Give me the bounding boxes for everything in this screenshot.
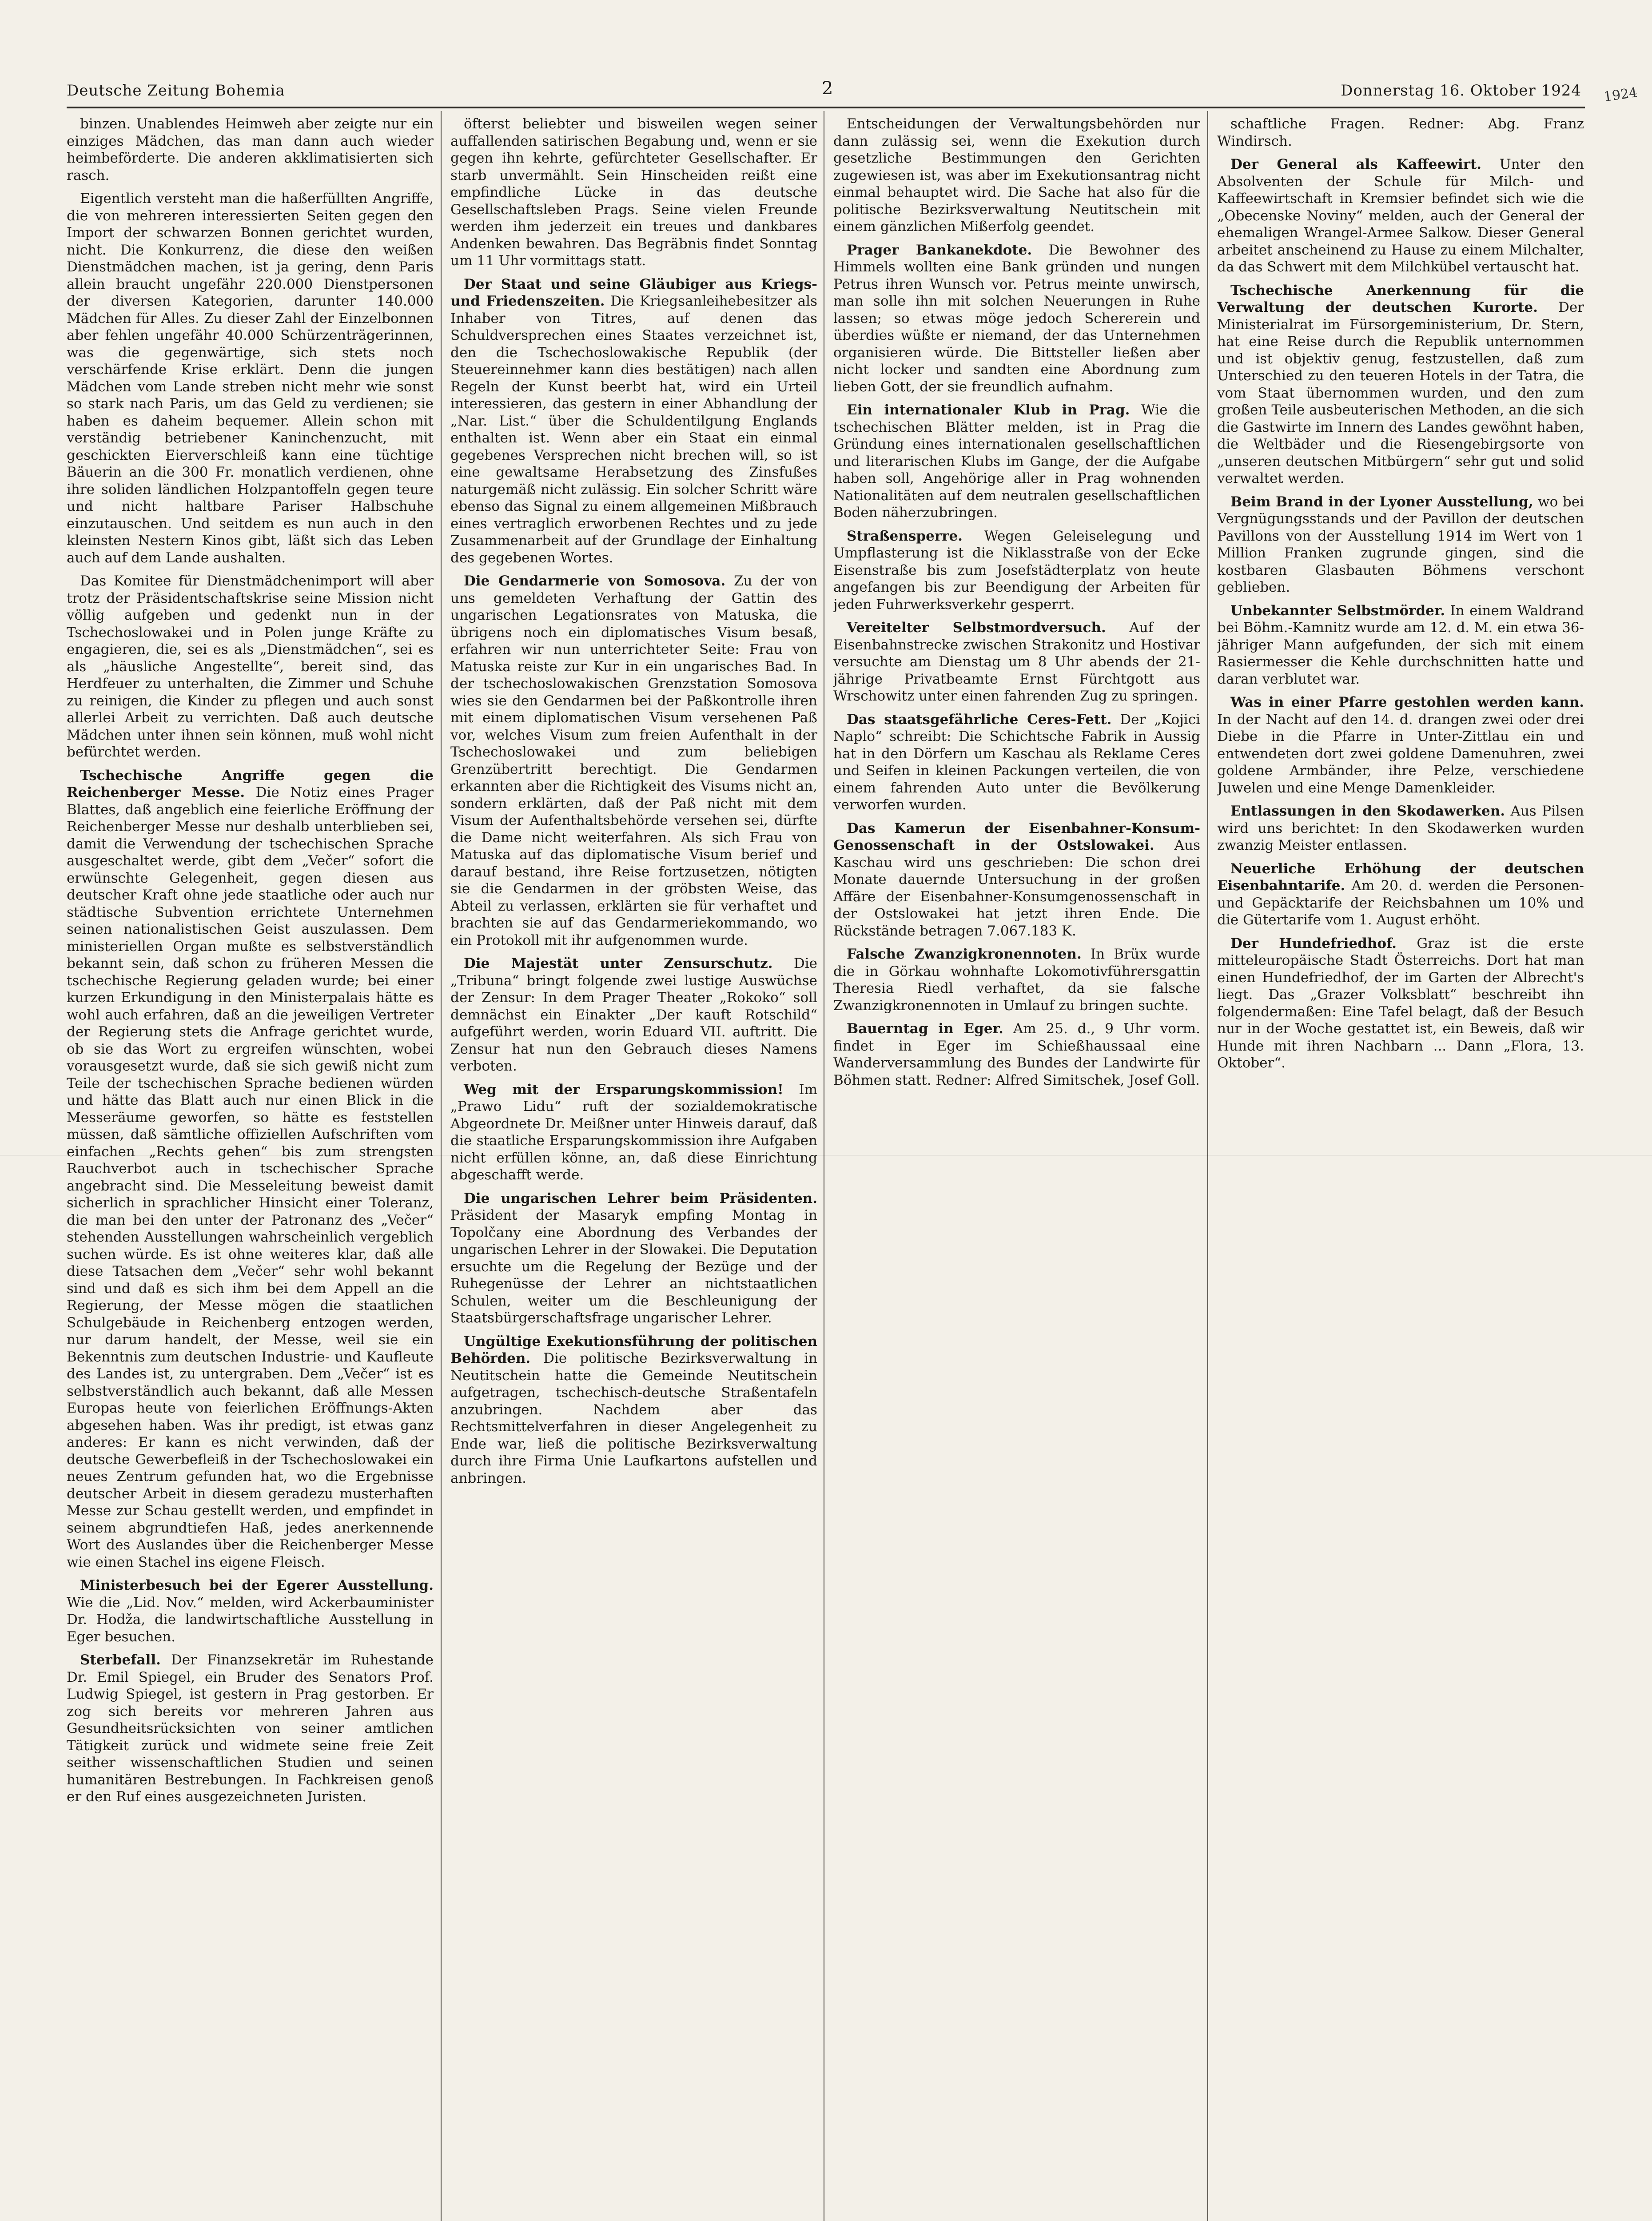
article-paragraph [1217,494,1584,596]
article-headline: Die Majestät unter Zensurschutz. [464,955,773,971]
article-headline: Straßensperre. [847,528,963,544]
article [1217,935,1584,1072]
article [833,619,1200,705]
article-paragraph [450,276,817,567]
article-headline: Was in einer Pfarre gestohlen werden kann. [1230,694,1584,710]
article-headline: Ministerbesuch bei der Egerer Ausstellung. [80,1577,434,1593]
article [833,711,1200,814]
article-headline: Sterbefall. [80,1652,161,1668]
column-divider [441,111,442,2221]
article [67,573,434,761]
masthead [67,78,1581,105]
article-body: Aus Pilsen wird uns berichtet: In den Skodawerken wurden zwanzig Meister entlassen. [1217,803,1584,853]
article [450,1190,817,1327]
article-body: Die Kriegsanleihebesitzer als Inhaber von Titres, auf denen das Schuldversprechen eines Staates verzeichnet ist, den die Tschechoslowakische Republik (der Steuereinnehmer kann dies bestätigen) nach allen Regeln der Kunst beerbt hat, wird ein Urteil interessieren, das gestern in einer Abhandlung der „Nar. List.“ über die Schuldentilgung Englands enthalten ist. Wenn aber ein Staat ein einmal gegebenes Versprechen nicht brechen will, so ist eine gewaltsame Herabsetzung des Zinsfußes naturgemäß nicht zulässig. Ein solcher Schritt wäre ebenso das Signal zu einem allgemeinen Mißbrauch eines vertraglich erworbenen Rechtes und zu jede Zusammenarbeit auf der Grundlage der Einhaltung des gegebenen Wortes. [450,293,817,566]
article-body: Präsident der Masaryk empfing Montag in Topolčany eine Abordnung des Verbandes der ungarischen Lehrer in der Slowakei. Die Deputation ersuchte um die Regelung der Bezüge und der Ruhegenüsse der Lehrer an nichtstaatlichen Schulen, weiter um die Beschleunigung der Staatsbürgerschaftsfrage ungarischer Lehrer. [450,1207,817,1326]
article-body: Wie die „Lid. Nov.“ melden, wird Ackerbauminister Dr. Hodža, die landwirtschaftliche Ausstellung in Eger besuchen. [67,1594,434,1645]
article-paragraph [1217,282,1584,487]
article-body: schaftliche Fragen. Redner: Abg. Franz Windirsch. [1217,116,1584,149]
article [1217,803,1584,854]
article [1217,602,1584,688]
article-body: Auf der Eisenbahnstrecke zwischen Strakonitz und Hostivar versuchte am Dienstag um 8 Uhr abends der 21-jährige Privatbeamte Ernst Fürchtgott aus Wrschowitz unter einen fahrenden Zug zu springen. [833,620,1200,704]
article-paragraph [833,946,1200,1014]
article-body: In einem Waldrand bei Böhm.-Kamnitz wurde am 12. d. M. ein etwa 36-jähriger Mann aufgefunden, der sich mit einem Rasiermesser die Kehle durchschnitten hatte und daran verblutet war. [1217,602,1584,687]
article-body: Der Finanzsekretär im Ruhestande Dr. Emil Spiegel, ein Bruder des Senators Prof. Ludwig Spiegel, ist gestern in Prag gestorben. Er zog sich bereits vor mehreren Jahren aus Gesundheitsrücksichten von seiner amtlichen Tätigkeit zurück und widmete seine freie Zeit seither wissenschaftlichen Studien und seinen humanitären Bestrebungen. In Fachkreisen genoß er den Ruf eines ausgezeichneten Juristen. [67,1652,434,1805]
article-paragraph [833,115,1200,235]
article-body: öfterst beliebter und bisweilen wegen seiner auffallenden satirischen Begabung und, wenn er sie gegen ihn kehrte, gefürchteter Gesellschafter. Er starb unvermählt. Sein Hinscheiden reißt eine empfindliche Lücke in das deutsche Gesellschaftsleben Prags. Seine vielen Freunde werden ihm jederzeit ein treues und dankbares Andenken bewahren. Das Begräbnis findet Sonntag um 11 Uhr vormittags statt. [450,116,817,269]
article-paragraph [450,1190,817,1327]
article-paragraph [450,115,817,270]
article-body: In der Nacht auf den 14. d. drangen zwei oder drei Diebe in die Pfarre in Unter-Zittlau ein und entwendeten dort zwei goldene Damenuhren, zwei goldene Armbänder, ihre Pelze, verschiedene Juwelen und eine Menge Damenkleider. [1217,711,1584,796]
article-body: Entscheidungen der Verwaltungsbehörden nur dann zulässig sei, wenn die Exekution durch gesetzliche Bestimmungen den Gerichten zugewiesen ist, was aber im Exekutionsantrag nicht einmal behauptet wird. Die Sache hat also für die politische Bezirksverwaltung Neutitschein mit einem gänzlichen Mißerfolg geendet. [833,116,1200,235]
article-headline: Prager Bankanekdote. [847,242,1032,258]
article-headline: Der Staat und seine Gläubiger aus Kriegs- und Friedenszeiten. [450,276,817,309]
article-body: Graz ist die erste mitteleuropäische Stadt Österreichs. Dort hat man einen Hundefriedhof, der im Garten der Albrecht's liegt. Das „Grazer Volksblatt“ beschreibt ihn folgendermaßen: Eine Tafel belagt, daß der Besuch nur in der Woche gestattet ist, ein Beweis, daß wir Hunde mit ihren Nachbarn ... Dann „Flora, 13. Oktober“. [1217,935,1584,1071]
article [833,242,1200,396]
article-body: binzen. Unablendes Heimweh aber zeigte nur ein einziges Mädchen, das man dann auch wieder heimbeförderte. Die anderen akklimatisierten sich rasch. [67,116,434,183]
article-paragraph [833,619,1200,705]
article-body: Die „Tribuna“ bringt folgende zwei lustige Auswüchse der Zensur: In dem Prager Theater „Rokoko“ soll demnächst ein Einakter „Der kauft Rotschild“ aufgeführt werden, worin Eduard VII. auftritt. Die Zensur hat nun den Gebrauch dieses Namens verboten. [450,955,817,1074]
article-paragraph [833,528,1200,613]
article-headline: Die Gendarmerie von Somosova. [464,573,726,589]
column-2 [450,115,817,2221]
column-4 [1217,115,1584,2221]
article-headline: Der General als Kaffeewirt. [1230,156,1482,172]
article [67,1577,434,1645]
article-paragraph [67,115,434,184]
article-body: Das Komitee für Dienstmädchenimport will aber trotz der Präsidentschaftskrise seine Mission nicht völlig aufgeben und gedenkt nun in der Tschechoslowakei und in Polen junge Kräfte zu engagieren, die, sei es als „Dienstmädchen“, sei es als „häusliche Angestellte“, bereit sind, das Herdfeuer zu unterhalten, die Zimmer und Schuhe zu reinigen, die Kinder zu pflegen und auch sonst allerlei Arbeit zu verrichten. Daß auch deutsche Mädchen unter ihnen sein können, muß wohl nicht befürchtet werden. [67,573,434,760]
article-headline: Tschechische Anerkennung für die Verwaltung der deutschen Kurorte. [1217,282,1584,315]
article-headline: Das Kamerun der Eisenbahner-Konsum-Genossenschaft in der Ostslowakei. [833,820,1200,853]
article [67,115,434,184]
article-body: In Brüx wurde die in Görkau wohnhafte Lokomotivführersgattin Theresia Riedl verhaftet, da sie falsche Zwanzigkronennoten in Umlauf zu bringen suchte. [833,946,1200,1014]
article-headline: Vereitelter Selbstmordversuch. [847,620,1106,636]
masthead-date: Donnerstag 16. Oktober 1924 [1341,82,1581,100]
article [1217,694,1584,796]
article [833,115,1200,235]
article [833,402,1200,521]
article [450,955,817,1075]
article [67,190,434,566]
article [833,1020,1200,1089]
margin-note: 1924 [1602,84,1639,105]
article [1217,494,1584,596]
article-headline: Entlassungen in den Skodawerken. [1230,803,1505,819]
article [1217,156,1584,276]
article-body: Unter den Absolventen der Schule für Milch- und Kaffeewirtschaft in Kremsier befindet sich wie die „Obecenske Noviny“ melden, auch der General der ehemaligen Wrangel-Armee Salkow. Dieser General arbeitet anscheinend zu Hause zu einem Milchalter, da das Schwert mit dem Milchkübel vertauscht hat. [1217,156,1584,275]
article-paragraph [833,402,1200,521]
article-body: Wegen Geleiselegung und Umpflasterung ist die Niklasstraße von der Ecke Eisenstraße bis zum Josefstädterplatz von heute angefangen bis zur Beendigung der Arbeiten für jeden Fuhrwerksverkehr gesperrt. [833,528,1200,613]
article-paragraph [450,955,817,1075]
column-1 [67,115,434,2221]
article [450,573,817,949]
article-paragraph [450,1081,817,1184]
article-body: Am 20. d. werden die Personen- und Gepäcktarife der Reichsbahnen um 10% und die Gütertarife vom 1. August erhöht. [1217,878,1584,928]
article-body: Die Bewohner des Himmels wollten eine Bank gründen und nungen Petrus ihren Wunsch vor. Petrus meinte unwirsch, man solle ihn mit solchen Neuerungen in Ruhe lassen; so etwas möge jedoch Schererein und überdies wüßte er niemand, der das Unternehmen organisieren würde. Die Bittsteller ließen aber nicht locker und sandten eine Abordnung zum lieben Gott, der sie freundlich aufnahm. [833,242,1200,395]
header-rule [67,107,1585,108]
article [67,767,434,1571]
masthead-title: Deutsche Zeitung Bohemia [67,82,285,100]
article-paragraph [67,190,434,566]
article-headline: Ein internationaler Klub in Prag. [847,402,1130,418]
article-headline: Das staatsgefährliche Ceres-Fett. [847,711,1112,728]
article-body: Die politische Bezirksverwaltung in Neutitschein hatte die Gemeinde Neutitschein aufgetragen, tschechisch-deutsche Straßentafeln anzubringen. Nachdem aber das Rechtsmittelverfahren in dieser Angelegenheit zu Ende war, ließ die politische Bezirksverwaltung durch ihre Firma Unie Laufkartons aufstellen und anbringen. [450,1350,817,1486]
article [450,115,817,270]
article-paragraph [1217,935,1584,1072]
column-divider [1207,111,1208,2221]
article-headline: Tschechische Angriffe gegen die Reichenberger Messe. [67,767,434,800]
article [833,528,1200,613]
article-body: Aus Kaschau wird uns geschrieben: Die schon drei Monate dauernde Untersuchung in der großen Affäre der Eisenbahner-Konsumgenossenschaft in der Ostslowakei hat jetzt ihren Ende. Die Rückstände betragen 7.067.183 K. [833,837,1200,939]
article [833,820,1200,940]
article-paragraph [833,242,1200,396]
article-paragraph [833,711,1200,814]
article [450,1333,817,1487]
article [450,1081,817,1184]
article [1217,115,1584,150]
article-headline: Falsche Zwanzigkronennoten. [847,946,1082,962]
article-paragraph [67,767,434,1571]
article [450,276,817,567]
article-paragraph [833,1020,1200,1089]
article-body: Am 25. d., 9 Uhr vorm. findet in Eger im Schießhaussaal eine Wanderversammlung des Bundes der Landwirte für Böhmen statt. Redner: Alfred Simitschek, Josef Goll. [833,1021,1200,1088]
article-paragraph [1217,602,1584,688]
article-headline: Beim Brand in der Lyoner Ausstellung, [1230,494,1533,510]
article-headline: Neuerliche Erhöhung der deutschen Eisenbahntarife. [1217,860,1584,894]
article-paragraph [67,1652,434,1806]
article-paragraph [450,573,817,949]
article-paragraph [67,573,434,761]
article [1217,282,1584,487]
article-body: Die Notiz eines Prager Blattes, daß angeblich eine feierliche Eröffnung der Reichenberger Messe nur deshalb unterblieben sei, damit die Verwendung der tschechischen Sprache ausgeschaltet werde, gibt dem „Večer“ sofort die erwünschte Gelegenheit, gegen diesen aus deutscher Kraft ohne jede staatliche oder auch nur städtische Subvention errichtete Unternehmen seinen nationalistischen Geist auszulassen. Dem ministeriellen Organ mußte es selbstverständlich bekannt sein, daß schon zu früheren Messen die tschechische Regierung geladen wurde; bei einer kurzen Erkundigung in den Ministerpalais hätte es wohl auch erfahren, daß an die jeweiligen Vertreter der Regierung stets die Anfrage gerichtet wurde, ob sie das Wort zu ergreifen wünschten, wobei vorausgesetzt wurde, daß sie sich gewiß nicht zum Teile der tschechischen Sprache bedienen würden und hätte das Blatt auch nur einen Blick in die Messeräume geworfen, so hätte es feststellen müssen, daß sämtliche offiziellen Aufschriften vom einfachen „Rechts gehen“ bis zum strengsten Rauchverbot auch in tschechischer Sprache angebracht sind. Die Messeleitung beweist damit sicherlich in sprachlicher Hinsicht einer Toleranz, die man bei den unter der Patronanz des „Večer“ stehenden Ausstellungen wahrscheinlich vergeblich suchen würde. Es ist ohne weiteres klar, daß alle diese Tatsachen dem „Večer“ sehr wohl bekannt sind und daß es sich ihm bei dem Appell an die Regierung, der Messe mögen die staatlichen Schulgebäude in Reichenberg entzogen werden, nur darum handelt, der Messe, weil sie ein Bekenntnis zum deutschen Industrie- und Kaufleute des Landes ist, zu untergraben. Dem „Večer“ ist es selbstverständlich auch bekannt, daß alle Messen Europas heute von feierlichen Eröffnungs-Akten abgesehen haben. Was ihr predigt, ist etwas ganz anderes: Er kann es nicht verwinden, daß der deutsche Gewerbefleiß in der Tschechoslowakei ein neues Zentrum gefunden hat, wo die Ergebnisse deutscher Arbeit in diesem geradezu musterhaften Messe zur Schau gestellt werden, und empfindet in seinem abgrundtiefen Haß, jedes anerkennende Wort des Auslandes über die Reichenberger Messe wie einen Stachel ins eigene Fleisch. [67,784,434,1570]
article-paragraph [1217,115,1584,150]
article-headline: Unbekannter Selbstmörder. [1230,602,1445,619]
article-body: Zu der von uns gemeldeten Verhaftung der Gattin des ungarischen Legationsrates von Matuska, die übrigens noch ein diplomatisches Visum besaß, erfahren wir nun unterrichteter Seite: Frau von Matuska reiste zur Kur in ein ungarisches Bad. In der tschechoslowakischen Grenzstation Somosova wies sie den Gendarmen bei der Paßkontrolle ihren mit einem diplomatischen Visum versehenen Paß vor, welches Visum zum freien Aufenthalt in der Tschechoslowakei und zum beliebigen Grenzübertritt berechtigt. Die Gendarmen erkannten aber die Richtigkeit des Visums nicht an, sondern erklärten, daß der Paß nicht mit dem Visum der Aufenthaltsbehörde versehen sei, dürfte die Dame nicht weiterfahren. Als sich Frau von Matuska auf das diplomatische Visum berief und darauf bestand, ihre Reise fortzusetzen, nötigten sie die Gendarmen in der gröbsten Weise, das Abteil zu verlassen, erklärten sie für verhaftet und brachten sie auf das Gendarmeriekommando, wo ein Protokoll mit ihr aufgenommen wurde. [450,573,817,948]
article [67,1652,434,1806]
article-paragraph [1217,694,1584,796]
article-headline: Die ungarischen Lehrer beim Präsidenten. [464,1190,817,1206]
article-paragraph [450,1333,817,1487]
column-3 [833,115,1200,2221]
article-headline: Weg mit der Ersparungskommission! [464,1081,784,1098]
article-paragraph [1217,156,1584,276]
article-body: Eigentlich versteht man die haßerfüllten Angriffe, die von mehreren interessierten Seiten gegen den Import der schwarzen Bonnen gerichtet wurden, nicht. Die Konkurrenz, die diese den weißen Dienstmädchen machen, ist ja gering, denn Paris allein braucht ungefähr 220.000 Dienstpersonen der diversen Kategorien, darunter 140.000 Mädchen für Alles. Zu dieser Zahl der Einzelbonnen aber fehlen ungefähr 40.000 Schürzenträgerinnen, was die gegenwärtige, sich stets noch verschärfende Krise erklärt. Denn die jungen Mädchen vom Lande streben nicht mehr wie sonst so stark nach Paris, um das Geld zu verdienen; sie haben es daheim bequemer. Allein schon mit verständig betriebener Kaninchenzucht, mit geschickten Eierverschleiß kann eine tüchtige Bäuerin an die 300 Fr. monatlich verdienen, ohne ihre soliden ländlichen Holzpantoffeln gegen teure und nicht haltbare Pariser Halbschuhe einzutauschen. Und seitdem es nun auch in den kleinsten Nestern Kinos gibt, läßt sich das Leben auch auf dem Lande aushalten. [67,191,434,566]
article-headline: Der Hundefriedhof. [1230,935,1397,951]
article [833,946,1200,1014]
article-body: Wie die tschechischen Blätter melden, ist in Prag die Gründung eines internationalen gesellschaftlichen und literarischen Klubs im Gange, der die Aufgabe haben soll, Angehörige aller in Prag wohnenden Nationalitäten auf dem neutralen gesellschaftlichen Boden näherzubringen. [833,402,1200,521]
article-body: Der „Kojici Naplo“ schreibt: Die Schichtsche Fabrik in Aussig hat in den Dörfern um Kaschau als Reklame Ceres und Seifen in kleinen Packungen verteilen, die von einem fahrenden Auto unter die Bevölkerung verworfen wurden. [833,711,1200,813]
article-body: wo bei Vergnügungsstands und der Pavillon der deutschen Pavillons von der Ausstellung 1914 im Wert von 1 Million Franken zugrunde gingen, sind die kostbaren Glasbauten Böhmens verschont geblieben. [1217,494,1584,595]
article-body: Der Ministerialrat im Fürsorgeministerium, Dr. Stern, hat eine Reise durch die Republik unternommen und ist objektiv genug, festzustellen, daß zum Unterschied zu den teueren Hotels in der Tatra, die vom Staat übernommen wurden, und den zum großen Teile ausbeuterischen Methoden, an die sich die Gastwirte im Innern des Landes gewöhnt haben, die Weltbäder und die Riesengebirgsorte von „unseren deutschen Mitbürgern“ sehr gut und solid verwaltet werden. [1217,299,1584,486]
article-paragraph [833,820,1200,940]
article-paragraph [67,1577,434,1645]
page-number: 2 [822,78,834,99]
article-headline: Bauerntag in Eger. [847,1021,1003,1037]
article [1217,860,1584,929]
article-paragraph [1217,803,1584,854]
article-body: Im „Prawo Lidu“ ruft der sozialdemokratische Abgeordnete Dr. Meißner unter Hinweis darauf, daß die staatliche Ersparungskommission ihre Aufgaben nicht erfüllen könne, an, daß diese Einrichtung abgeschafft werde. [450,1081,817,1183]
article-paragraph [1217,860,1584,929]
article-headline: Ungültige Exekutionsführung der politischen Behörden. [450,1333,817,1366]
